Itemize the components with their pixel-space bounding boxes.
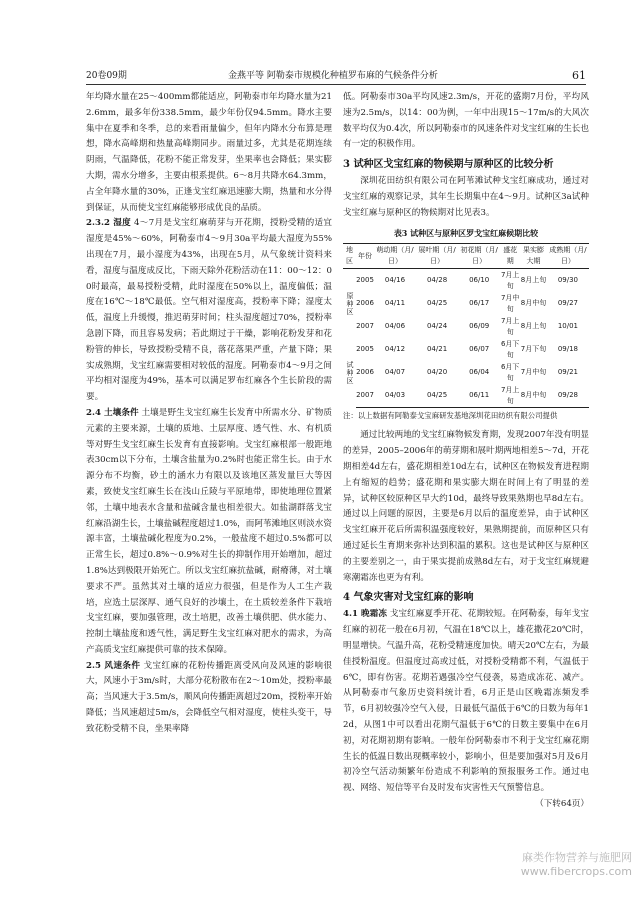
watermark-url: www.fibercrops.com [520,865,632,878]
table-cell: 04/11 [384,299,406,308]
table-cell: 04/06 [384,322,406,331]
table-cell: 8月上旬 [520,276,547,285]
table-cell: 2007 [356,384,374,408]
table-cell: 8月中旬 [520,299,547,308]
header-rule [86,84,586,85]
table-row [343,292,589,315]
group-original-label: 原种区 [346,291,355,316]
section-2-4-heading: 2.4 土壤条件 [86,407,139,418]
table-row [343,338,589,361]
table-cell: 7月中旬 [520,368,547,377]
paragraph-wind [86,659,332,738]
table-cell: 06/04 [469,368,490,377]
late-frost-text: 戈宝红麻夏季开花、花期较短。在阿勒泰，每年戈宝红麻的初花一般在6月初，气温在18℃以上，雄花撒花20℃时，明显增快。气温升高，花粉受精速度加快。晴天20℃左右，为最佳授粉温度。但温度过高或过低，对授粉受精都不利，气温低于6℃，即有伤害。花期若遇强冷空气侵袭，易造成冻花、减产。从阿勒泰市气象历史资料统计看，6月正是山区晚霜冻频发季节，6月初较强冷空气入侵，日最低气温低于6℃的日数为每年12d，从图1中可以看出花期气温低于6℃的日数主要集中在6月初，对花期初期有影响。一般年份阿勒泰市不利于戈宝红麻花期生长的低温日数出现概率较小，影响小，但是要加强对5月及6月初冷空气活动频繁年份造成不利影响的预报服务工作。通过电视、网络、短信等平台及时发布灾害性天气预警信息。 [343,609,589,794]
table-header-cell: 地区 [343,244,356,269]
table-header-cell: 盛花期 [500,244,520,269]
table-header-cell: 年份 [356,244,374,269]
table-cell: 06/11 [458,384,500,408]
table-cell: 04/07 [384,368,406,377]
site-watermark [521,851,632,879]
paragraph-wind-cont: 低。阿勒泰市30a平均风速2.3m/s，开花的盛期7月份，平均风速为2.5m/s，以14：00为例，一年中出现15～17m/s的大风次数平均仅为0.4次，所以阿勒泰市的风速条件对戈宝红麻的生长也有一定的积极作用。 [343,92,589,150]
table-header-cell: 果实膨大期 [520,244,547,269]
table-cell: 04/16 [384,276,406,285]
table-cell: 7月中旬 [500,293,520,313]
table-cell: 7月上旬 [500,384,520,408]
table-cell: 10/01 [557,322,579,331]
table-cell: 2005 [356,345,374,354]
humidity-text: 4～7月是戈宝红麻萌芽与开花期，授粉受精的适宜湿度是45%～60%，阿勒泰市4～9月30a平均最大湿度为55%出现在7月，最小湿度为43%，出现在5月，从气象统计资料来看，湿度与温度成反比，下雨天除外花粉活动在11：00～12：00时最高，最易授粉受精，此时湿度在50%以上，温度偏低；温度在16℃～18℃最低。空气相对湿度高，授粉率下降；湿度太低，温度上升缓慢，推迟萌芽时间；柱头湿度超过70%，授粉率急剧下降，而且容易发病；若此期过于干燥，影响花粉发芽和花粉管的伸长，导致授粉受精不良，落花落果严重，产量下降；果实成熟期，戈宝红麻需要相对较低的湿度。阿勒泰市4～9月之间平均相对湿度为49%，基本可以满足罗布红麻各个生长阶段的需要。 [86,218,332,403]
table-header-row [343,244,589,269]
table-cell: 2006 [356,368,374,377]
table-cell: 04/24 [426,322,448,331]
paragraph-soil [86,406,332,659]
paragraph-phenology-intro: 深圳花田纺织有限公司在阿苇滩试种戈宝红麻成功，通过对戈宝红麻的观察记录，其年生长期集中在4～9月。试种区3a试种戈宝红麻与原种区的物候期对比见表3。 [343,176,589,218]
paragraph-phenology-comparison: 通过比较两地的戈宝红麻物候发育期，发现2007年没有明显的差异，2005–2006年的萌芽期和展叶期两地相差5～7d，开花期相差4d左右，盛花期相差10d左右，试种区在物候发育进程期上有缩短的趋势；盛花期和果实膨大期在时间上有了明显的差异，试种区较原种区早大约10d，最终导致果熟期也早8d左右。通过以上问题的原因，主要是6月以后的温度差异，由于试种区戈宝红麻开花后所需积温强度较好，果熟期提前，而原种区只有通过延长生育期来弥补达到积温的累积。这也是试种区与原种区的主要差别之一，由于果实提前成熟8d左右，对于戈宝红麻规避寒潮霜冻也更为有利。 [343,430,589,583]
table-cell: 04/21 [426,345,448,354]
table-cell: 6月下旬 [500,362,520,382]
running-header [86,68,586,84]
table-cell: 04/25 [416,384,458,408]
table-cell: 7月上旬 [500,316,520,336]
table-header-cell: 萌动期（月/日） [374,244,416,269]
section-2-5-heading: 2.5 风速条件 [86,660,141,671]
wind-text: 戈宝红麻的花粉传播距离受风向及风速的影响很大，风速小于3m/s时，大部分花粉散布在2～10m处，授粉率最高；当风速大于3.5m/s，顺风向传播距离超过20m，授粉率开始降低；当风速超过5m/s，会降低空气相对湿度，使柱头变干，导致花粉受精不良，坐果率降 [86,660,332,734]
table-cell: 04/12 [384,345,406,354]
table-header-cell: 展叶期（月/日） [416,244,458,269]
table-cell: 09/18 [557,345,579,354]
section-4-1-heading: 4.1 晚霜冻 [343,609,387,620]
section-4-heading: 4 气象灾害对戈宝红麻的影响 [343,592,474,604]
section-3-heading: 3 试种区戈宝红麻的物候期与原种区的比较分析 [343,159,554,171]
paragraph-humidity [86,216,332,406]
section-2-3-2-heading: 2.3.2 湿度 [86,218,131,229]
table-cell: 2005 [356,276,374,285]
left-column [86,90,332,738]
group-trial-label: 试种区 [346,361,355,386]
paragraph-precipitation: 年均降水量在25～400mm都能适应，阿勒泰市年均降水量为212.6mm，最多年份338.5mm，最少年份仅94.5mm。降水主要集中在夏季和冬季，总的来看雨量偏少，但年内降水分布算是理想，降水高峰期和热量高峰期同步。雨量过多，尤其是花期连续阴雨，气温降低，花粉不能正常发芽，坐果率也会降低；果实膨大期，需水分增多，主要由根系提供。6～8月共降水64.3mm，占全年降水量的30%，正逢戈宝红麻迅速膨大期，热量和水分得到保证，从而使戈宝红麻能够形成优良的品质。 [86,92,332,213]
table-cell: 06/10 [469,276,490,285]
table-cell: 04/20 [426,368,448,377]
table-cell: 09/28 [547,384,589,408]
table-row [343,361,589,384]
paragraph-late-frost [343,607,589,797]
table-row [343,269,589,293]
table-cell: 8月上旬 [520,322,547,331]
table-cell: 6月下旬 [500,339,520,359]
table-row [343,384,589,408]
table-cell: 09/30 [557,276,579,285]
continued-note: （下转64页） [535,798,589,809]
table-row [343,315,589,338]
table-cell: 04/03 [374,384,416,408]
table-header-cell: 成熟期（月/日） [547,244,589,269]
page-number: 61 [572,69,586,82]
table-cell: 09/27 [557,299,579,308]
table-cell: 8月中旬 [520,384,547,408]
table-note: 注：以上数据有阿勒泰戈宝麻研发基地深圳花田纺织有限公司提供 [343,411,558,421]
table-cell: 06/09 [469,322,490,331]
table-cell: 04/28 [426,276,448,285]
table-3-caption: 表3 试种区与原种区罗戈宝红麻候期比较 [393,227,539,238]
watermark-site-name: 麻类作物营养与施肥网 [522,851,632,864]
table-header-cell: 初花期（月/日） [458,244,500,269]
table-cell: 2006 [356,299,374,308]
table-cell: 09/21 [557,368,579,377]
table-cell: 06/17 [469,299,490,308]
soil-text: 土壤是野生戈宝红麻生长发育中所需水分、矿物质元素的主要来源，土壤的质地、土层厚度、透气性、水、有机质等对野生戈宝红麻生长发育有直接影响。戈宝红麻根部一般距地表30cm以下分布，土壤含盐量为0.2%时也能正常生长。由于水源分布不均衡，砂土的涵水力有限以及该地区蒸发量巨大等因素，致使戈宝红麻生长在浅山丘陵与平原地带，即使地理位置紧邻，土壤中地表水含量和盐碱含量也相差很大。如盐湖群落戈宝红麻沿湖生长，土壤盐碱程度超过1.0%，而阿苇滩地区则淡水资源丰富，土壤盐碱化程度为0.2%，一般盐度不超过0.5%都可以正常生长，超过0.8%～0.9%对生长的抑制作用开始增加，超过1.8%达到极限开始死亡。所以戈宝红麻抗盐碱，耐瘠薄，对土壤要求不严。虽然其对土壤的适应力很强，但是作为人工生产栽培，应选土层深厚、通气良好的沙壤土，在土质较差条件下栽培戈宝红麻，要加强管理，改土培肥，改善土壤供肥、供水能力、控制土壤盐度和透气性，满足野生戈宝红麻对肥水的需求，为高产高质戈宝红麻提供可靠的技术保障。 [86,407,332,655]
volume-issue: 20卷09期 [86,71,127,81]
phenology-table [343,243,589,408]
table-cell: 7月下旬 [520,345,547,354]
right-column [343,90,589,813]
table-cell: 7月上旬 [500,270,520,290]
table-cell: 06/07 [469,345,490,354]
table-cell: 04/25 [426,299,448,308]
table-cell: 2007 [356,322,374,331]
running-title: 金燕平等 阿勒泰市规模化种植罗布麻的气候条件分析 [228,71,438,81]
